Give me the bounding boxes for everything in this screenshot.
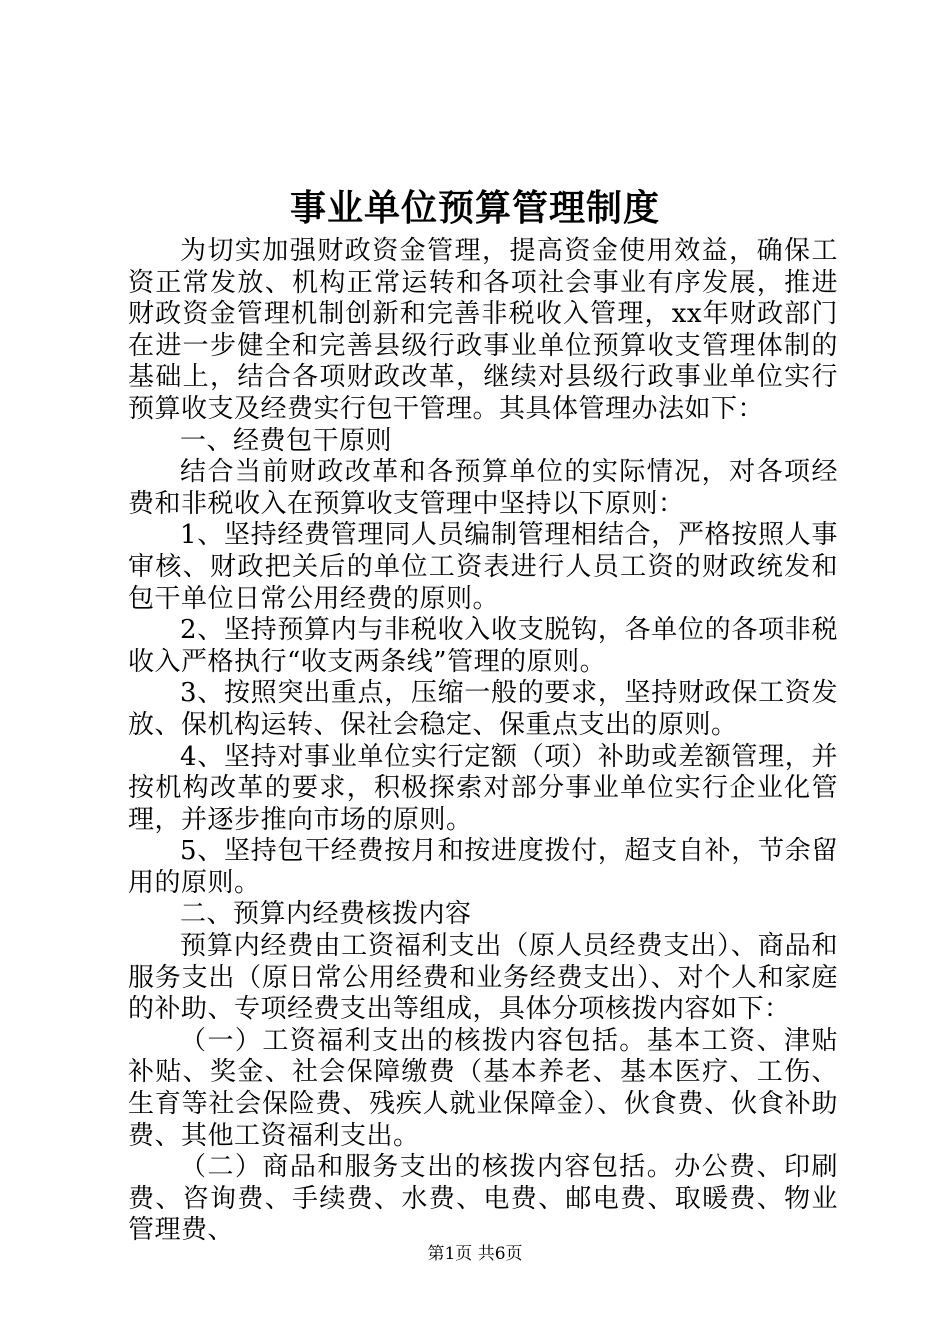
paragraph-principle-5: 5、坚持包干经费按月和按进度拨付，超支自补，节余留用的原则。 [128,836,838,898]
section-heading-1: 一、经费包干原则 [180,425,393,456]
paragraph-item-2: （二）商品和服务支出的核拨内容包括。办公费、印刷费、咨询费、手续费、水费、电费、邮电费、取暖费、物业管理费、 [128,1152,838,1246]
section-heading-2: 二、预算内经费核拨内容 [180,899,472,930]
paragraph-principle-2: 2、坚持预算内与非税收入收支脱钩，各单位的各项非税收入严格执行“收支两条线”管理的原则。 [128,615,838,677]
paragraph-budget-intro: 预算内经费由工资福利支出（原人员经费支出）、商品和服务支出（原日常公用经费和业务经费支出）、对个人和家庭的补助、专项经费支出等组成，具体分项核拨内容如下： [128,931,838,1025]
paragraph-principle-1: 1、坚持经费管理同人员编制管理相结合，严格按照人事审核、财政把关后的单位工资表进行人员工资的财政统发和包干单位日常公用经费的原则。 [128,520,838,614]
paragraph-intro: 为切实加强财政资金管理，提高资金使用效益，确保工资正常发放、机构正常运转和各项社会事业有序发展，推进财政资金管理机制创新和完善非税收入管理，xx年财政部门在进一步健全和完善县级行政事业单位预算收支管理体制的基础上，结合各项财政改革，继续对县级行政事业单位实行预算收支及经费实行包干管理。其具体管理办法如下： [128,236,838,424]
paragraph-principle-4: 4、坚持对事业单位实行定额（项）补助或差额管理，并按机构改革的要求，积极探索对部分事业单位实行企业化管理，并逐步推向市场的原则。 [128,741,838,835]
document-title: 事业单位预算管理制度 [289,187,660,229]
document-body [128,236,838,1247]
paragraph-principles-intro: 结合当前财政改革和各预算单位的实际情况，对各项经费和非税收入在预算收支管理中坚持以下原则： [128,457,838,519]
paragraph-principle-3: 3、按照突出重点，压缩一般的要求，坚持财政保工资发放、保机构运转、保社会稳定、保重点支出的原则。 [128,678,838,740]
page-footer: 第1页 共6页 [427,1244,523,1264]
paragraph-item-1: （一）工资福利支出的核拨内容包括。基本工资、津贴补贴、奖金、社会保障缴费（基本养老、基本医疗、工伤、生育等社会保险费、残疾人就业保障金）、伙食费、伙食补助费、其他工资福利支出。 [128,1025,838,1151]
